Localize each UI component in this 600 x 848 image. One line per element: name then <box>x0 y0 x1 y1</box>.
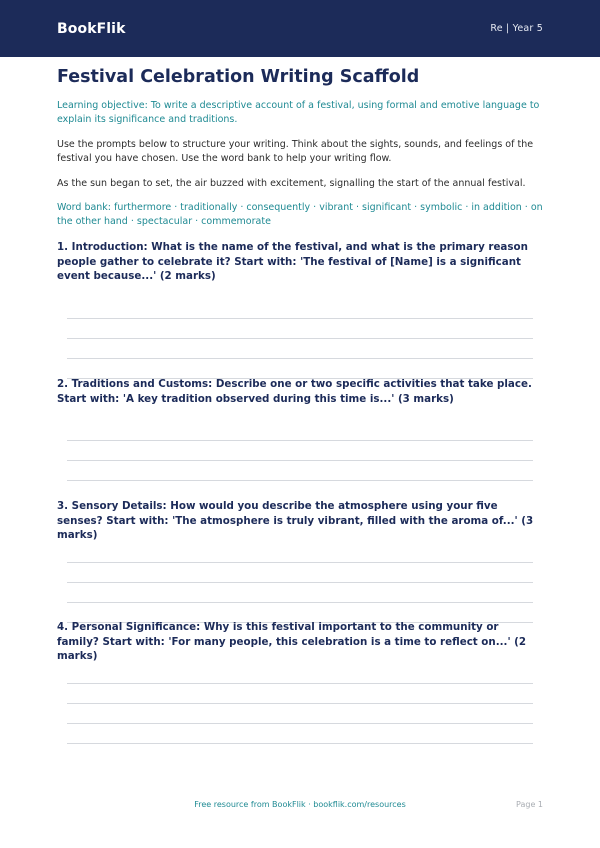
question-4-text: 4. Personal Significance: Why is this festival important to the community or family? Start with: 'For many people, this celebration is a time to reflect on...' (2 marks) <box>57 621 527 662</box>
answer-line[interactable] <box>67 440 533 441</box>
question-1-block <box>57 240 543 284</box>
header-bar <box>0 0 600 57</box>
answer-line[interactable] <box>67 602 533 603</box>
answer-line[interactable] <box>67 723 533 724</box>
question-3-text: 3. Sensory Details: How would you describe the atmosphere using your five senses? Start with: 'The atmosphere is truly vibrant, filled with the aroma of...' (3 marks) <box>57 500 534 541</box>
answer-line[interactable] <box>67 358 533 359</box>
subject-year-label: Re | Year 5 <box>490 23 543 34</box>
answer-line[interactable] <box>67 743 533 744</box>
question-3-block <box>57 499 543 543</box>
answer-line[interactable] <box>67 318 533 319</box>
footer-text[interactable]: Free resource from BookFlik · bookflik.com/resources <box>194 800 406 809</box>
word-bank: Word bank: furthermore · traditionally · consequently · vibrant · significant · symbolic · in addition · on the other hand · spectacular · commemorate <box>57 202 543 227</box>
question-4-block <box>57 620 543 664</box>
learning-objective: Learning objective: To write a descriptive account of a festival, using formal and emotive language to explain its significance and traditions. <box>57 100 540 125</box>
page-title: Festival Celebration Writing Scaffold <box>57 67 420 87</box>
opening-line-text: As the sun began to set, the air buzzed with excitement, signalling the start of the annual festival. <box>57 178 526 189</box>
question-1-text: 1. Introduction: What is the name of the festival, and what is the primary reason people gather to celebrate it? Start with: 'The festival of [Name] is a significant event because...' (2 marks) <box>57 241 528 282</box>
answer-line[interactable] <box>67 480 533 481</box>
brand-logo-text: BookFlik <box>57 20 126 37</box>
answer-line[interactable] <box>67 562 533 563</box>
answer-line[interactable] <box>67 703 533 704</box>
answer-line[interactable] <box>67 582 533 583</box>
answer-line[interactable] <box>67 683 533 684</box>
page-number: Page 1 <box>516 800 543 809</box>
answer-line[interactable] <box>67 338 533 339</box>
question-2-text: 2. Traditions and Customs: Describe one or two specific activities that take place. Start with: 'A key tradition observed during this time is...' (3 marks) <box>57 378 532 405</box>
question-2-block <box>57 377 543 406</box>
instructions-text: Use the prompts below to structure your writing. Think about the sights, sounds, and feelings of the festival you have chosen. Use the word bank to help your writing flow. <box>57 139 534 164</box>
answer-line[interactable] <box>67 460 533 461</box>
intro-section <box>57 66 543 229</box>
